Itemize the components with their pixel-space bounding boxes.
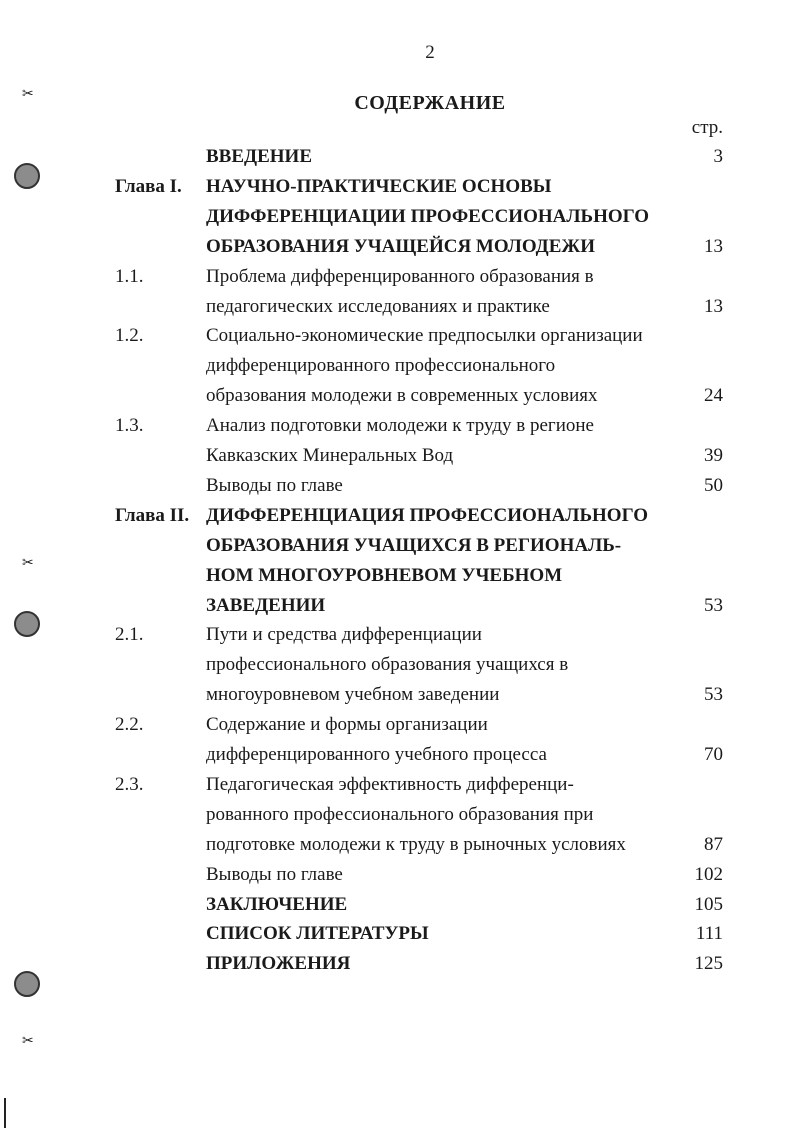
toc-entry xyxy=(0,680,799,710)
scan-mark: ✂ xyxy=(22,1034,34,1049)
toc-entry-title: образования молодежи в современных условиях xyxy=(206,385,598,407)
toc-entry xyxy=(0,770,799,800)
toc-entry xyxy=(0,561,799,591)
toc-entry xyxy=(0,860,799,890)
toc-entry-page: 13 xyxy=(704,235,723,257)
toc-entry-page: 87 xyxy=(704,833,723,855)
toc-entry-title: профессионального образования учащихся в xyxy=(206,654,569,676)
toc-entry-title: многоуровневом учебном заведении xyxy=(206,684,500,706)
toc-entry xyxy=(0,321,799,351)
toc-entry xyxy=(0,441,799,471)
toc-entry-title: ОБРАЗОВАНИЯ УЧАЩЕЙСЯ МОЛОДЕЖИ xyxy=(206,235,595,257)
toc-entry-page: 53 xyxy=(704,684,723,706)
toc-entry-number: 2.1. xyxy=(115,624,144,646)
toc-entry-page: 102 xyxy=(694,863,723,885)
toc-entry-title: Проблема дифференцированного образования в xyxy=(206,265,594,287)
toc-entry-page: 13 xyxy=(704,295,723,317)
toc-entry-title: ДИФФЕРЕНЦИАЦИЯ ПРОФЕССИОНАЛЬНОГО xyxy=(206,504,648,526)
toc-entry xyxy=(0,292,799,322)
toc-entry xyxy=(0,830,799,860)
toc-entry xyxy=(0,650,799,680)
toc-entry-title: Выводы по главе xyxy=(206,474,343,496)
toc-entry-number: Глава I. xyxy=(115,175,182,197)
toc-entry-title: Содержание и формы организации xyxy=(206,714,488,736)
toc-entry xyxy=(0,351,799,381)
page-number: 2 xyxy=(425,42,435,63)
toc-entry xyxy=(0,142,799,172)
toc-entry-title: дифференцированного профессионального xyxy=(206,355,556,377)
toc-entry-number: 1.1. xyxy=(115,265,144,287)
toc-entry-title: подготовке молодежи к труду в рыночных условиях xyxy=(206,833,626,855)
scan-mark: ✂ xyxy=(22,556,34,571)
toc-entry-number: 1.2. xyxy=(115,325,144,347)
toc-entry-title: педагогических исследованиях и практике xyxy=(206,295,550,317)
toc-entry xyxy=(0,172,799,202)
toc-entry xyxy=(0,202,799,232)
toc-entry-title: ДИФФЕРЕНЦИАЦИИ ПРОФЕССИОНАЛЬНОГО xyxy=(206,205,650,227)
toc-entry-title: ВВЕДЕНИЕ xyxy=(206,146,312,167)
toc-entry xyxy=(0,471,799,501)
toc-entry xyxy=(0,890,799,920)
page-column-label: стр. xyxy=(691,117,723,138)
toc-entry-number: 2.2. xyxy=(115,714,144,736)
toc-entry-page: 105 xyxy=(694,893,723,915)
toc-entry-title: Пути и средства дифференциации xyxy=(206,624,482,646)
toc-entry-page: 50 xyxy=(704,474,723,496)
toc-entry-page: 70 xyxy=(704,744,723,765)
toc-entry-title: НОМ МНОГОУРОВНЕВОМ УЧЕБНОМ xyxy=(206,564,563,586)
toc-entry-page: 111 xyxy=(695,923,723,945)
toc-entry-page: 125 xyxy=(694,953,723,975)
toc-entry xyxy=(0,232,799,262)
toc-entry xyxy=(0,919,799,949)
toc-entry-page: 53 xyxy=(704,594,723,616)
toc-entry-title: Педагогическая эффективность дифференци- xyxy=(206,773,574,795)
toc-entry-page: 3 xyxy=(713,146,723,167)
toc-entry-title: НАУЧНО-ПРАКТИЧЕСКИЕ ОСНОВЫ xyxy=(206,175,552,197)
toc-entry-title: ЗАВЕДЕНИИ xyxy=(206,594,326,616)
toc-entry-title: СПИСОК ЛИТЕРАТУРЫ xyxy=(206,923,429,945)
toc-entry-page: 24 xyxy=(704,385,723,407)
toc-entry xyxy=(0,949,799,979)
toc-entry-title: ПРИЛОЖЕНИЯ xyxy=(206,953,351,975)
toc-entry xyxy=(0,262,799,292)
toc-entry-title: дифференцированного учебного процесса xyxy=(206,744,547,765)
toc-entry-number: 2.3. xyxy=(115,773,144,795)
toc-entry xyxy=(0,531,799,561)
toc-entry-number: 1.3. xyxy=(115,415,144,437)
toc-entry xyxy=(0,501,799,531)
toc-entry-number: Глава II. xyxy=(115,504,190,526)
toc-entry xyxy=(0,710,799,740)
toc-entry xyxy=(0,411,799,441)
toc-entry-title: Выводы по главе xyxy=(206,863,343,885)
toc-entry-title: рованного профессионального образования при xyxy=(206,803,594,825)
toc-entry-title: Кавказских Минеральных Вод xyxy=(206,445,454,466)
toc-entry-title: ОБРАЗОВАНИЯ УЧАЩИХСЯ В РЕГИОНАЛЬ- xyxy=(206,534,622,556)
toc-entry xyxy=(0,381,799,411)
toc-entry-title: Анализ подготовки молодежи к труду в регионе xyxy=(206,415,594,437)
toc-entry-page: 39 xyxy=(704,445,723,466)
toc-entry xyxy=(0,800,799,830)
scan-edge-line xyxy=(4,1098,6,1128)
toc-entry xyxy=(0,591,799,621)
toc-entry xyxy=(0,620,799,650)
toc-entry xyxy=(0,740,799,770)
toc-entry-title: Социально-экономические предпосылки организации xyxy=(206,325,643,347)
toc-heading: СОДЕРЖАНИЕ xyxy=(354,92,506,114)
toc-entry-title: ЗАКЛЮЧЕНИЕ xyxy=(206,893,348,915)
scan-mark: ✂ xyxy=(22,87,34,102)
